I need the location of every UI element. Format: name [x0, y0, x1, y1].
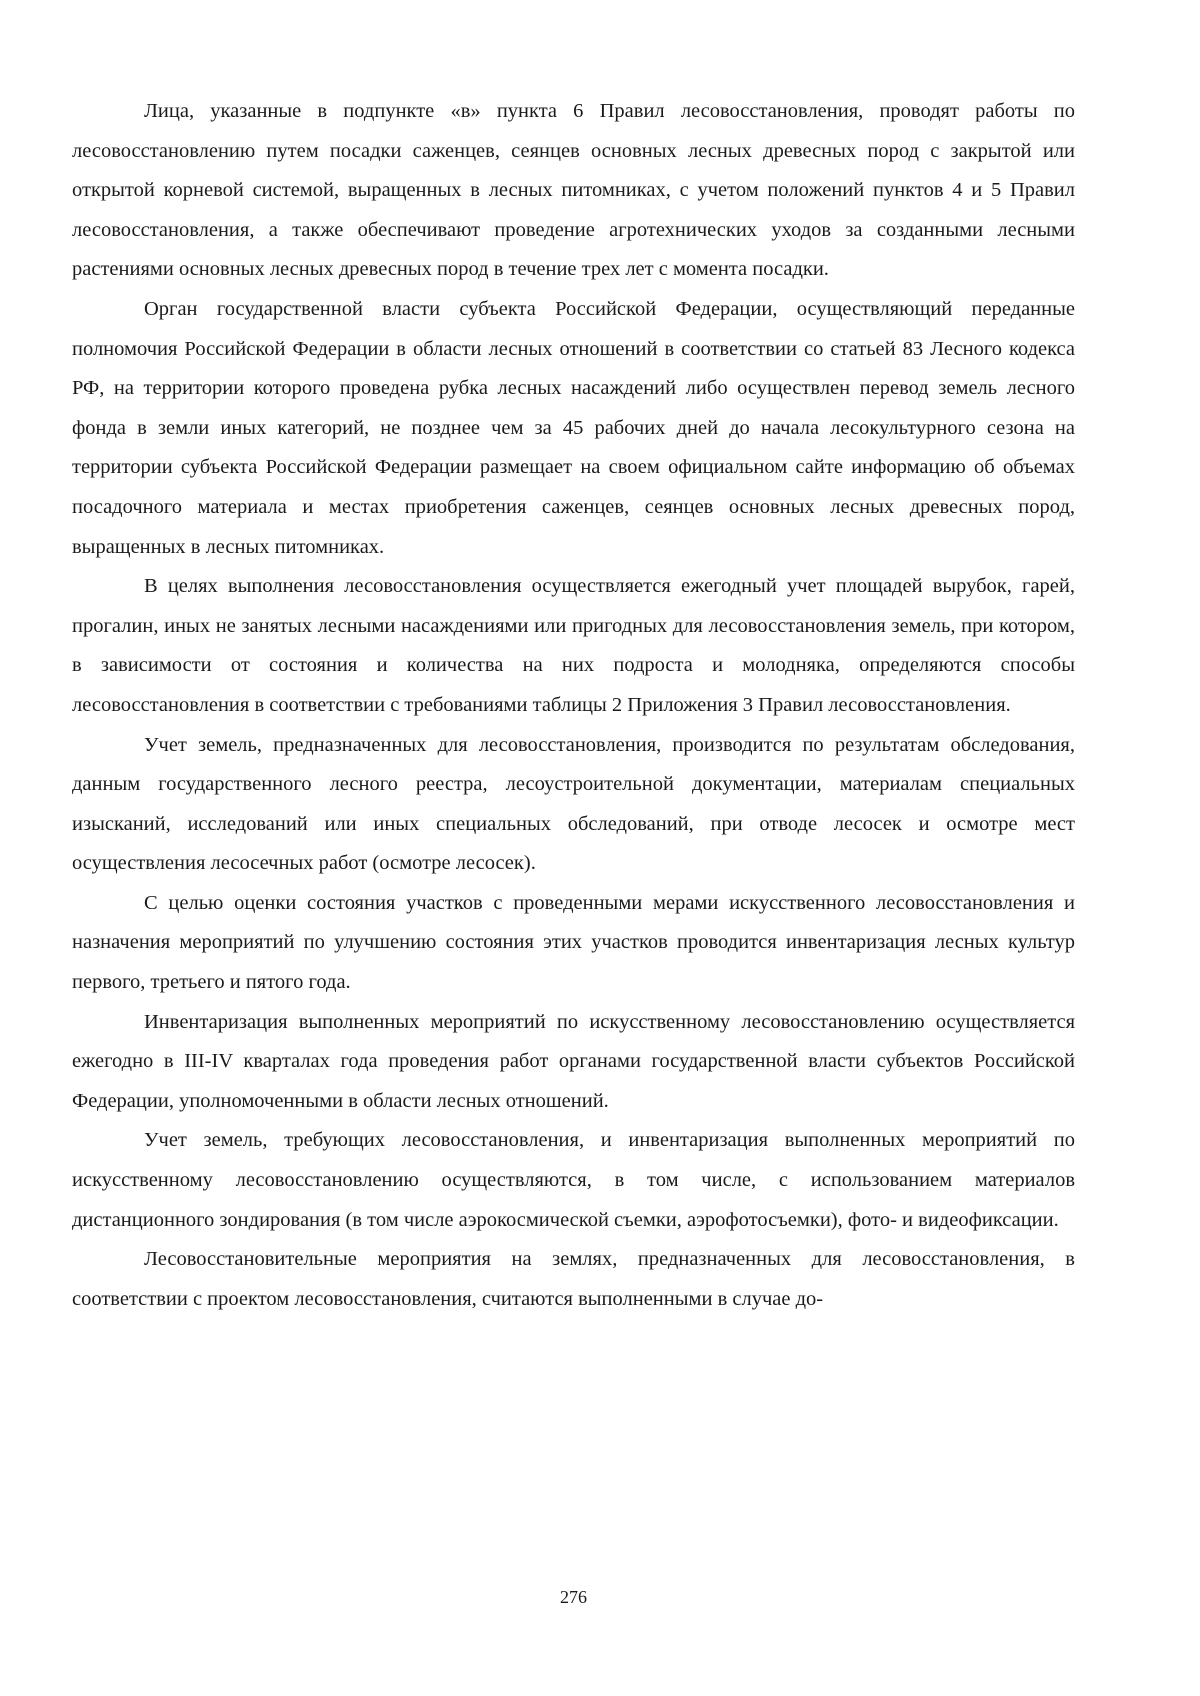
paragraph-5: С целью оценки состояния участков с проведенными мерами искусственного лесовосстановления и назначения мероприятий по улучшению состояния этих участков проводится инвентаризация лесных культур первого, третьего и пятого года.: [72, 891, 1075, 994]
paragraph-1: Лица, указанные в подпункте «в» пункта 6 Правил лесовосстановления, проводят работы по лесовосстановлению путем посадки саженцев, сеянцев основных лесных древесных пород с закрытой или открытой корневой системой, выращенных в лесных питомниках, с учетом положений пунктов 4 и 5 Правил лесовосстановления, а также обеспечивают проведение агротехнических уходов за созданными лесными растениями основных лесных древесных пород в течение трех лет с момента посадки.: [72, 100, 1075, 281]
paragraph-2: Орган государственной власти субъекта Российской Федерации, осуществляющий переданные полномочия Российской Федерации в области лесных отношений в соответствии со статьей 83 Лесного кодекса РФ, на территории которого проведена рубка лесных насаждений либо осуществлен перевод земель лесного фонда в земли иных категорий, не позднее чем за 45 рабочих дней до начала лесокультурного сезона на территории субъекта Российской Федерации размещает на своем официальном сайте информацию об объемах посадочного материала и местах приобретения саженцев, сеянцев основных лесных древесных пород, выращенных в лесных питомниках.: [72, 297, 1075, 558]
paragraph-6: Инвентаризация выполненных мероприятий по искусственному лесовосстановлению осуществляется ежегодно в III-IV кварталах года проведения работ органами государственной власти субъектов Российской Федерации, уполномоченными в области лесных отношений.: [72, 1010, 1075, 1112]
body-text: [72, 92, 1075, 1319]
page-number: 276: [560, 1587, 587, 1607]
paragraph-7: Учет земель, требующих лесовосстановления, и инвентаризация выполненных мероприятий по искусственному лесовосстановлению осуществляются, в том числе, с использованием материалов дистанционного зондирования (в том числе аэрокосмической съемки, аэрофотосъемки), фото- и видеофиксации.: [72, 1129, 1075, 1231]
paragraph-4: Учет земель, предназначенных для лесовосстановления, производится по результатам обследования, данным государственного лесного реестра, лесоустроительной документации, материалам специальных изысканий, исследований или иных специальных обследований, при отводе лесосек и осмотре мест осуществления лесосечных работ (осмотре лесосек).: [72, 733, 1075, 875]
paragraph-3: В целях выполнения лесовосстановления осуществляется ежегодный учет площадей вырубок, гарей, прогалин, иных не занятых лесными насаждениями или пригодных для лесовосстановления земель, при котором, в зависимости от состояния и количества на них подроста и молодняка, определяются способы лесовосстановления в соответствии с требованиями таблицы 2 Приложения 3 Правил лесовосстановления.: [72, 575, 1075, 716]
paragraph-8: Лесовосстановительные мероприятия на землях, предназначенных для лесовосстановления, в соответствии с проектом лесовосстановления, считаются выполненными в случае до-: [72, 1248, 1075, 1310]
